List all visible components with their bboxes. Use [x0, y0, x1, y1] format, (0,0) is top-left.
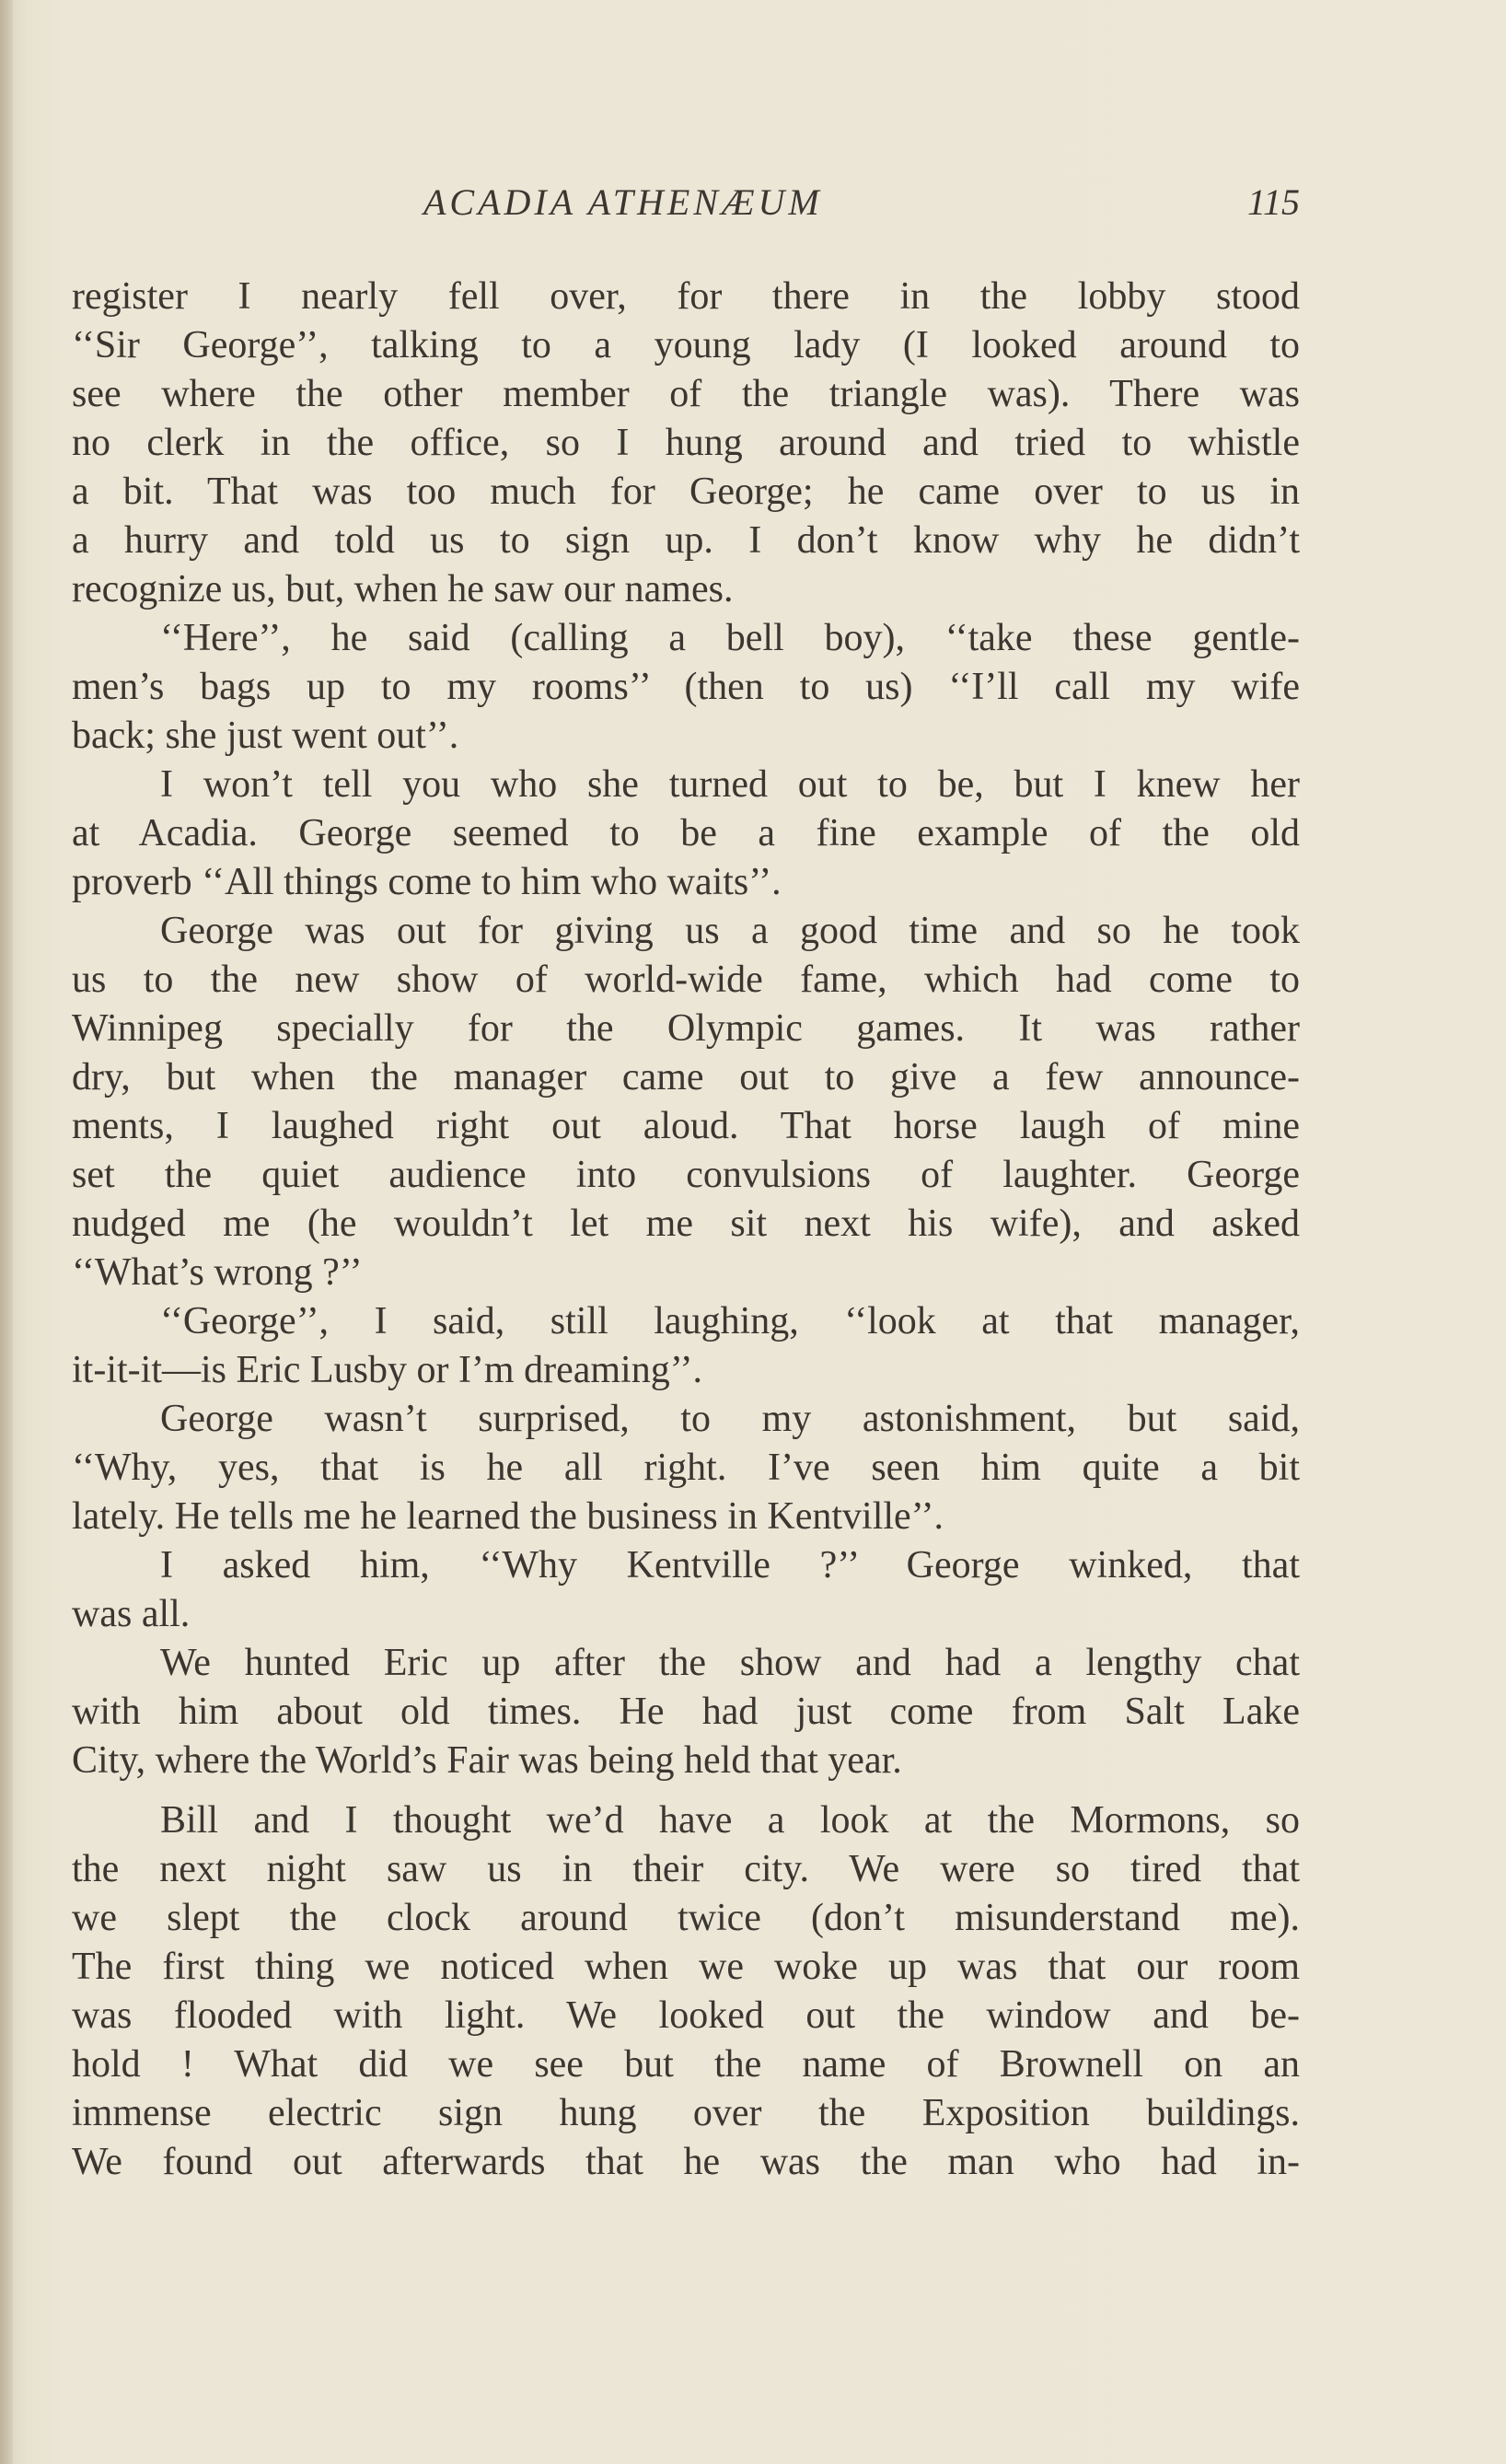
text-line: we slept the clock around twice (don’t misunderstand me). — [72, 1897, 1300, 1939]
text-line: no clerk in the office, so I hung around and tried to whistle — [72, 422, 1300, 464]
text-line: at Acadia. George seemed to be a fine example of the old — [72, 812, 1300, 854]
text-line: lately. He tells me he learned the business in Kentville’’. — [72, 1495, 944, 1538]
text-line: Winnipeg specially for the Olympic games. It was rather — [72, 1007, 1300, 1050]
page-number: 115 — [1246, 181, 1300, 223]
text-line: register I nearly fell over, for there in the lobby stood — [72, 275, 1300, 318]
running-title: ACADIA ATHENÆUM — [423, 181, 823, 223]
text-line: ‘‘What’s wrong ?’’ — [72, 1251, 363, 1294]
text-line: was all. — [72, 1593, 191, 1635]
text-line: see where the other member of the triangle was). There was — [72, 373, 1300, 415]
text-line: recognize us, but, when he saw our names. — [72, 568, 734, 610]
text-line: George wasn’t surprised, to my astonishment, but said, — [160, 1398, 1300, 1440]
text-line: with him about old times. He had just come from Salt Lake — [72, 1691, 1300, 1733]
text-line: ‘‘Why, yes, that is he all right. I’ve seen him quite a bit — [72, 1447, 1300, 1489]
text-line: us to the new show of world-wide fame, which had come to — [72, 959, 1300, 1001]
text-line: was flooded with light. We looked out the window and be- — [72, 1994, 1300, 2037]
text-line: immense electric sign hung over the Exposition buildings. — [72, 2092, 1300, 2134]
text-line: it-it-it—is Eric Lusby or I’m dreaming’’. — [72, 1349, 703, 1391]
text-line: ‘‘George’’, I said, still laughing, ‘‘look at that manager, — [160, 1300, 1300, 1342]
text-line: set the quiet audience into convulsions of laughter. George — [72, 1154, 1300, 1196]
text-line: proverb ‘‘All things come to him who waits’’. — [72, 861, 782, 903]
text-line: dry, but when the manager came out to give a few announce- — [72, 1056, 1300, 1098]
text-line: I won’t tell you who she turned out to be, but I knew her — [160, 763, 1300, 806]
text-line: men’s bags up to my rooms’’ (then to us) ‘‘I’ll call my wife — [72, 666, 1300, 708]
body-text — [72, 273, 1300, 2187]
text-line: City, where the World’s Fair was being held that year. — [72, 1739, 902, 1782]
text-line: We hunted Eric up after the show and had a lengthy chat — [160, 1642, 1300, 1684]
text-line: ‘‘Here’’, he said (calling a bell boy), ‘‘take these gentle- — [160, 617, 1300, 659]
text-line: George was out for giving us a good time and so he took — [160, 910, 1300, 952]
text-line: back; she just went out’’. — [72, 715, 459, 757]
text-line: ments, I laughed right out aloud. That horse laugh of mine — [72, 1105, 1300, 1147]
paragraph-gap — [72, 1785, 1300, 1796]
page-header — [72, 177, 1300, 228]
text-line: the next night saw us in their city. We were so tired that — [72, 1848, 1300, 1890]
text-line: Bill and I thought we’d have a look at the Mormons, so — [160, 1799, 1300, 1842]
text-line: We found out afterwards that he was the man who had in- — [72, 2141, 1300, 2183]
text-line: a hurry and told us to sign up. I don’t know why he didn’t — [72, 519, 1300, 562]
text-line: The first thing we noticed when we woke up was that our room — [72, 1946, 1300, 1988]
page-spine-edge — [0, 0, 13, 2464]
text-line: ‘‘Sir George’’, talking to a young lady (I looked around to — [72, 324, 1300, 366]
text-line: nudged me (he wouldn’t let me sit next his wife), and asked — [72, 1203, 1300, 1245]
text-line: I asked him, ‘‘Why Kentville ?’’ George winked, that — [160, 1544, 1300, 1586]
text-line: a bit. That was too much for George; he came over to us in — [72, 471, 1300, 513]
text-line: hold ! What did we see but the name of Brownell on an — [72, 2043, 1300, 2086]
